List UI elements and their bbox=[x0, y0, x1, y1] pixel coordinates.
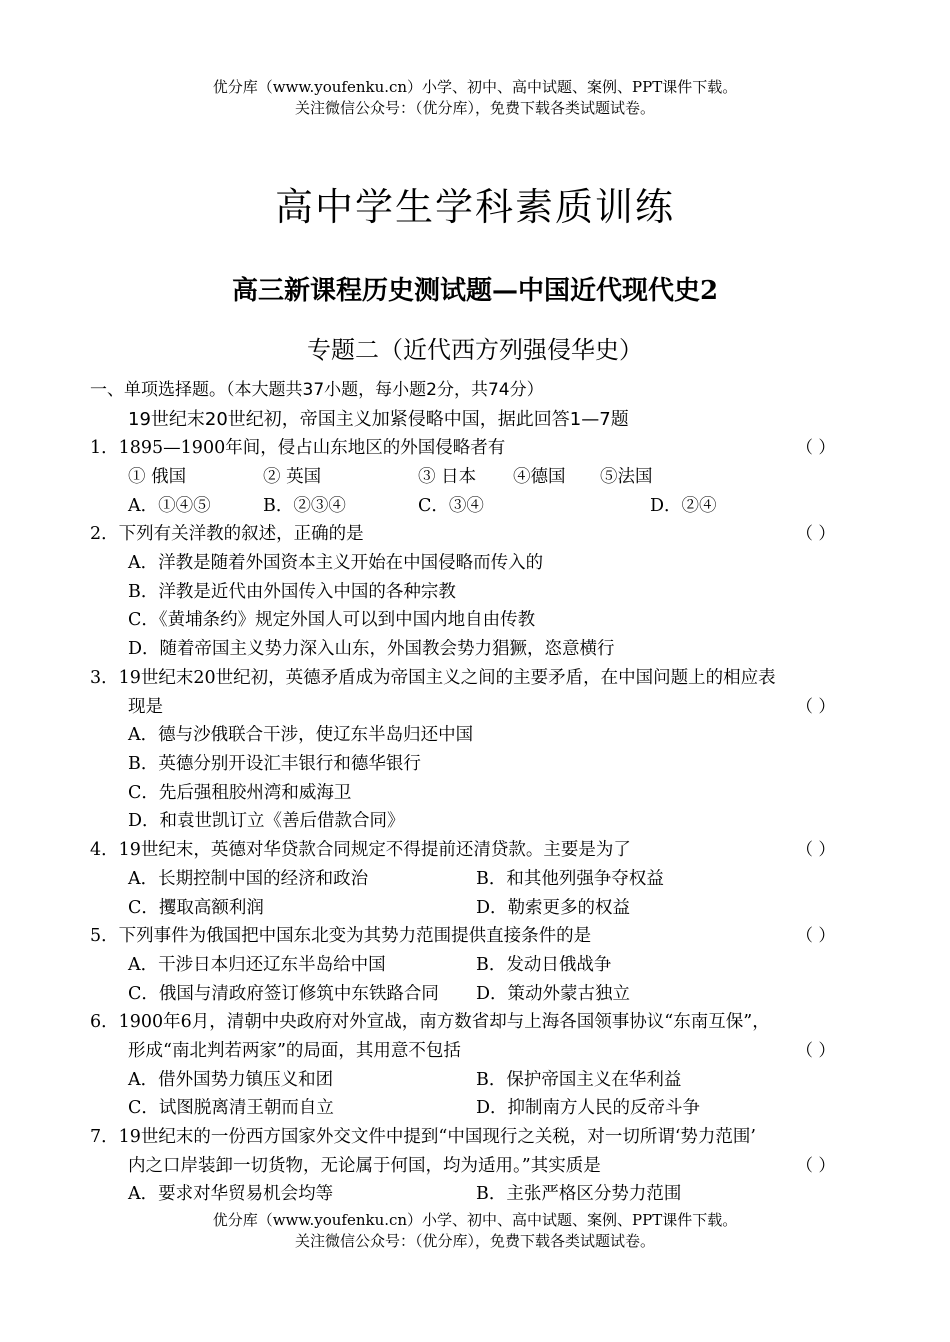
question-4-stem: 4．19世纪末，英德对华贷款合同规定不得提前还清贷款。主要是为了 bbox=[90, 840, 631, 860]
q2-option-d: D．随着帝国主义势力深入山东，外国教会势力猖獗，恣意横行 bbox=[128, 639, 615, 659]
q3-option-d: D．和袁世凯订立《善后借款合同》 bbox=[128, 811, 405, 831]
q2-option-a: A．洋教是随着外国资本主义开始在中国侵略而传入的 bbox=[128, 553, 544, 573]
q1-item: ③ 日本 bbox=[418, 467, 477, 487]
question-6-stem-cont: 形成“南北判若两家”的局面，其用意不包括 bbox=[128, 1041, 461, 1061]
question-2-stem: 2．下列有关洋教的叙述，正确的是 bbox=[90, 524, 364, 544]
answer-paren: （ ） bbox=[796, 1041, 836, 1061]
answer-paren: （ ） bbox=[796, 840, 836, 860]
section-heading: 一、单项选择题。（本大题共37小题，每小题2分，共74分） bbox=[90, 380, 544, 400]
sub-title: 高三新课程历史测试题—中国近代现代史2 bbox=[231, 276, 719, 306]
q6-option-a: A．借外国势力镇压义和团 bbox=[128, 1070, 334, 1090]
question-3-stem-cont: 现是 bbox=[128, 697, 163, 717]
answer-paren: （ ） bbox=[796, 438, 836, 458]
q6-option-d: D．抑制南方人民的反帝斗争 bbox=[476, 1098, 701, 1118]
question-7-stem: 7．19世纪末的一份西方国家外交文件中提到“中国现行之关税，对一切所谓‘势力范围’ bbox=[90, 1127, 756, 1147]
answer-paren: （ ） bbox=[796, 697, 836, 717]
q1-option-c: C．③④ bbox=[418, 496, 484, 516]
q7-option-a: A．要求对华贸易机会均等 bbox=[128, 1184, 334, 1204]
q5-option-b: B．发动日俄战争 bbox=[476, 955, 612, 975]
q4-option-c: C．攫取高额利润 bbox=[128, 898, 264, 918]
q4-option-b: B．和其他列强争夺权益 bbox=[476, 869, 664, 889]
q1-option-a: A．①④⑤ bbox=[128, 496, 211, 516]
footer-line-2: 关注微信公众号：（优分库），免费下载各类试题试卷。 bbox=[294, 1232, 655, 1250]
q1-item: ② 英国 bbox=[263, 467, 322, 487]
main-title: 高中学生学科素质训练 bbox=[274, 185, 675, 229]
q3-option-c: C．先后强租胶州湾和威海卫 bbox=[128, 783, 352, 803]
question-1-stem: 1．1895—1900年间，侵占山东地区的外国侵略者有 bbox=[90, 438, 506, 458]
q1-item: ⑤法国 bbox=[600, 467, 653, 487]
q6-option-c: C．试图脱离清王朝而自立 bbox=[128, 1098, 334, 1118]
footer-line-1: 优分库（www.youfenku.cn）小学、初中、高中试题、案例、PPT课件下载。 bbox=[212, 1211, 738, 1229]
q7-option-b: B．主张严格区分势力范围 bbox=[476, 1184, 682, 1204]
q1-item: ① 俄国 bbox=[128, 467, 187, 487]
topic-title: 专题二（近代西方列强侵华史） bbox=[307, 336, 643, 364]
question-3-stem: 3．19世纪末20世纪初，英德矛盾成为帝国主义之间的主要矛盾，在中国问题上的相应表 bbox=[90, 668, 776, 688]
answer-paren: （ ） bbox=[796, 926, 836, 946]
q1-option-d: D．②④ bbox=[650, 496, 717, 516]
answer-paren: （ ） bbox=[796, 524, 836, 544]
question-6-stem: 6．1900年6月，清朝中央政府对外宣战，南方数省却与上海各国领事协议“东南互保”， bbox=[90, 1012, 770, 1032]
q2-option-c: C．《黄埔条约》规定外国人可以到中国内地自由传教 bbox=[128, 610, 536, 630]
question-7-stem-cont: 内之口岸装卸一切货物，无论属于何国，均为适用。”其实质是 bbox=[128, 1156, 601, 1176]
q1-item: ④德国 bbox=[513, 467, 566, 487]
header-line-1: 优分库（www.youfenku.cn）小学、初中、高中试题、案例、PPT课件下载。 bbox=[212, 78, 738, 96]
answer-paren: （ ） bbox=[796, 1156, 836, 1176]
header-line-2: 关注微信公众号：（优分库），免费下载各类试题试卷。 bbox=[294, 99, 655, 117]
q1-option-b: B．②③④ bbox=[263, 496, 346, 516]
q5-option-a: A．干涉日本归还辽东半岛给中国 bbox=[128, 955, 386, 975]
q3-option-a: A．德与沙俄联合干涉，使辽东半岛归还中国 bbox=[128, 725, 474, 745]
q3-option-b: B．英德分别开设汇丰银行和德华银行 bbox=[128, 754, 421, 774]
q5-option-d: D．策动外蒙古独立 bbox=[476, 984, 631, 1004]
q4-option-a: A．长期控制中国的经济和政治 bbox=[128, 869, 369, 889]
q2-option-b: B．洋教是近代由外国传入中国的各种宗教 bbox=[128, 582, 456, 602]
q4-option-d: D．勒索更多的权益 bbox=[476, 898, 631, 918]
q6-option-b: B．保护帝国主义在华利益 bbox=[476, 1070, 682, 1090]
section-intro: 19世纪末20世纪初，帝国主义加紧侵略中国，据此回答1—7题 bbox=[128, 409, 629, 430]
question-5-stem: 5．下列事件为俄国把中国东北变为其势力范围提供直接条件的是 bbox=[90, 926, 592, 946]
q5-option-c: C．俄国与清政府签订修筑中东铁路合同 bbox=[128, 984, 439, 1004]
